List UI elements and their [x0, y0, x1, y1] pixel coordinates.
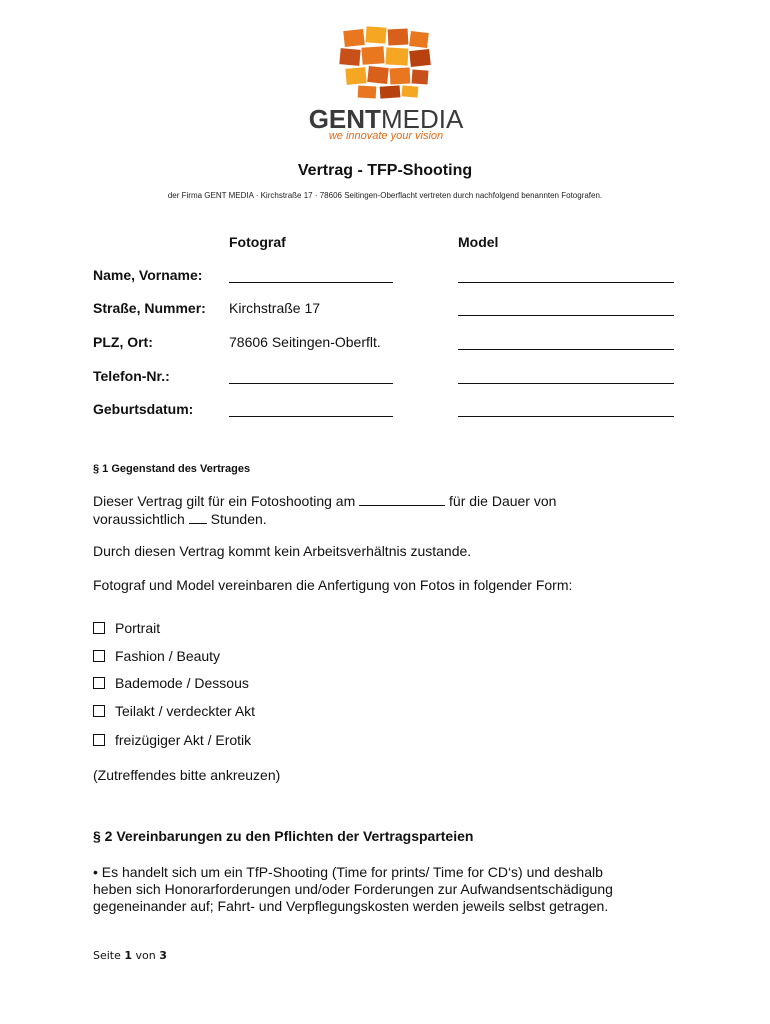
option-label: Fashion / Beauty — [115, 648, 221, 664]
section1-paragraph3: Fotograf und Model vereinbaren die Anfertigung von Fotos in folgender Form: — [93, 577, 573, 593]
checkbox-icon[interactable] — [93, 650, 105, 662]
option-label: freizügiger Akt / Erotik — [115, 732, 252, 748]
model-name-field[interactable] — [458, 282, 674, 283]
model-plz-ort-field[interactable] — [458, 349, 674, 350]
p1-text-b: für die Dauer von — [449, 493, 557, 509]
logo-word-light: MEDIA — [380, 104, 464, 134]
fotograf-strasse-value: Kirchstraße 17 — [229, 300, 321, 316]
option-bademode-dessous[interactable] — [93, 674, 249, 692]
checkbox-icon[interactable] — [93, 677, 105, 689]
company-logo — [300, 24, 472, 144]
section1-paragraph2: Durch diesen Vertrag kommt kein Arbeitsverhältnis zustande. — [93, 543, 472, 559]
logo-tile-graphic — [336, 24, 436, 104]
column-header-model: Model — [458, 234, 499, 250]
option-fashion-beauty[interactable] — [93, 647, 220, 665]
option-portrait[interactable] — [93, 619, 160, 637]
page-number — [93, 949, 167, 962]
footer-mid: von — [135, 949, 156, 962]
document-subtitle: der Firma GENT MEDIA · Kirchstraße 17 · 78606 Seitingen-Oberflacht vertreten durch nachfolgend benannten Fotografen. — [167, 191, 603, 200]
footer-page: 1 — [124, 949, 133, 962]
checkbox-icon[interactable] — [93, 622, 105, 634]
hours-blank-field[interactable] — [189, 512, 207, 524]
model-strasse-field[interactable] — [458, 315, 674, 316]
model-geburtsdatum-field[interactable] — [458, 416, 674, 417]
column-header-fotograf: Fotograf — [229, 234, 286, 250]
date-blank-field[interactable] — [359, 494, 445, 506]
label-plz-ort: PLZ, Ort: — [93, 334, 153, 350]
fotograf-geburtsdatum-field[interactable] — [229, 416, 393, 417]
option-label: Portrait — [115, 620, 161, 636]
section2-line-3: gegeneinander auf; Fahrt- und Verpflegungskosten werden jeweils selbst getragen. — [93, 898, 609, 914]
checkbox-icon[interactable] — [93, 734, 105, 746]
option-freizuegiger-akt[interactable] — [93, 731, 251, 749]
label-strasse: Straße, Nummer: — [93, 300, 206, 316]
checkbox-instruction-note: (Zutreffendes bitte ankreuzen) — [93, 767, 281, 783]
footer-total: 3 — [159, 949, 167, 962]
section2-line-1: • Es handelt sich um ein TfP-Shooting (Time for prints/ Time for CD‘s) und deshalb — [93, 864, 603, 880]
footer-prefix: Seite — [93, 949, 121, 962]
option-label: Bademode / Dessous — [115, 675, 249, 691]
fotograf-plz-ort-value: 78606 Seitingen-Oberflt. — [229, 334, 381, 350]
model-telefon-field[interactable] — [458, 383, 674, 384]
logo-word-bold: GENT — [308, 104, 381, 134]
label-geburtsdatum: Geburtsdatum: — [93, 401, 194, 417]
option-teilakt[interactable] — [93, 702, 255, 720]
option-label: Teilakt / verdeckter Akt — [115, 703, 256, 719]
label-telefon: Telefon-Nr.: — [93, 368, 170, 384]
section1-heading: § 1 Gegenstand des Vertrages — [93, 463, 251, 475]
fotograf-name-field[interactable] — [229, 282, 393, 283]
p1-text-d: Stunden. — [210, 511, 267, 527]
section2-line-2: heben sich Honorarforderungen und/oder Forderungen zur Aufwandsentschädigung — [93, 881, 613, 897]
section2-heading: § 2 Vereinbarungen zu den Pflichten der Vertragsparteien — [93, 828, 474, 844]
document-title: Vertrag - TFP-Shooting — [297, 162, 473, 179]
checkbox-icon[interactable] — [93, 705, 105, 717]
fotograf-telefon-field[interactable] — [229, 383, 393, 384]
section1-paragraph1 — [93, 492, 556, 528]
label-name: Name, Vorname: — [93, 267, 203, 283]
p1-text-a: Dieser Vertrag gilt für ein Fotoshooting am — [93, 493, 356, 509]
p1-text-c: voraussichtlich — [93, 511, 185, 527]
logo-tagline: we innovate your vision — [328, 130, 444, 142]
